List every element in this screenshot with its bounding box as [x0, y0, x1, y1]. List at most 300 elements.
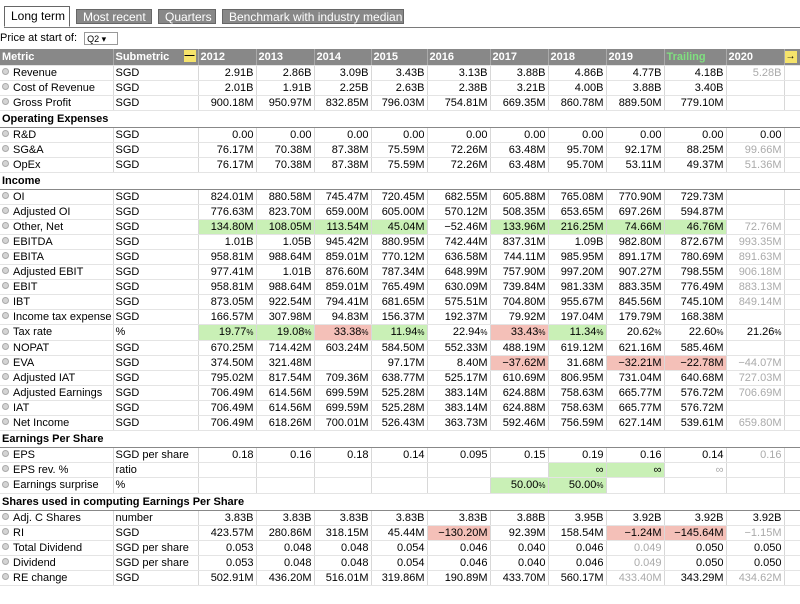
metric-cell[interactable]	[0, 555, 113, 570]
value-cell	[371, 95, 427, 110]
value-cell	[427, 570, 490, 585]
value-cell	[427, 219, 490, 234]
expand-row-icon[interactable]	[2, 388, 9, 395]
metric-cell[interactable]	[0, 370, 113, 385]
value-cell	[371, 477, 427, 493]
value-cell	[664, 447, 726, 462]
table-row[interactable]	[0, 65, 800, 80]
expand-row-icon[interactable]	[2, 543, 9, 550]
value-text: 699.59M	[325, 401, 369, 414]
value-text: 706.49M	[210, 416, 254, 429]
value-cell	[490, 385, 548, 400]
value-text: 0.18	[232, 448, 254, 461]
value-text: 0.050	[753, 556, 782, 569]
value-cell	[198, 447, 256, 462]
header-year[interactable]: 2016	[427, 49, 490, 65]
expand-row-icon[interactable]	[2, 267, 9, 274]
value-text: 849.14M	[738, 295, 782, 308]
collapse-columns-button[interactable]: —	[184, 49, 195, 61]
expand-row-icon[interactable]	[2, 358, 9, 365]
value-cell	[490, 234, 548, 249]
submetric-cell: SGD per share	[113, 447, 198, 462]
value-cell	[490, 264, 548, 279]
value-text: 584.50M	[381, 341, 425, 354]
table-row[interactable]	[0, 279, 800, 294]
value-cell	[198, 189, 256, 204]
expand-row-icon[interactable]	[2, 282, 9, 289]
metric-cell[interactable]	[0, 525, 113, 540]
value-cell	[427, 189, 490, 204]
value-cell	[664, 340, 726, 355]
value-text: 280.86M	[268, 526, 312, 539]
value-cell	[198, 370, 256, 385]
value-text: 592.46M	[502, 416, 546, 429]
value-text: 0.046	[575, 556, 604, 569]
value-cell	[371, 65, 427, 80]
header-metric[interactable]: Metric	[0, 49, 113, 65]
value-text: 0.00	[232, 128, 254, 141]
header-year[interactable]: 2017	[490, 49, 548, 65]
expand-row-icon[interactable]	[2, 373, 9, 380]
value-cell	[314, 65, 371, 80]
metric-cell[interactable]	[0, 127, 113, 142]
metric-cell[interactable]	[0, 264, 113, 279]
value-cell	[256, 294, 314, 309]
value-cell	[427, 157, 490, 172]
value-cell	[726, 477, 784, 493]
expand-row-icon[interactable]	[2, 528, 9, 535]
expand-row-icon[interactable]	[2, 312, 9, 319]
value-cell	[606, 219, 664, 234]
table-row[interactable]	[0, 447, 800, 462]
value-cell	[371, 525, 427, 540]
value-text: 950.97M	[268, 96, 312, 109]
value-text: 0.050	[695, 541, 724, 554]
tab-long-term[interactable]: Long term	[4, 6, 70, 27]
table-row[interactable]	[0, 415, 800, 430]
value-text: 594.87M	[680, 205, 724, 218]
spacer-cell	[784, 370, 800, 385]
value-cell	[198, 570, 256, 585]
value-cell	[314, 294, 371, 309]
metric-label: NOPAT	[13, 341, 50, 354]
percent-sign: %	[774, 327, 782, 337]
submetric-cell: number	[113, 510, 198, 525]
value-text: 2.91B	[224, 66, 254, 79]
value-cell	[664, 264, 726, 279]
value-text: 860.78M	[560, 96, 604, 109]
value-text: 0.00	[466, 128, 488, 141]
value-text: 321.48M	[268, 356, 312, 369]
table-row[interactable]	[0, 385, 800, 400]
header-year[interactable]: 2012	[198, 49, 256, 65]
value-cell	[548, 324, 606, 340]
value-cell	[427, 324, 490, 340]
expand-row-icon[interactable]	[2, 328, 9, 335]
expand-row-icon[interactable]	[2, 465, 9, 472]
metric-cell[interactable]	[0, 385, 113, 400]
table-row[interactable]	[0, 249, 800, 264]
value-text: 993.35M	[738, 235, 782, 248]
header-submetric[interactable]	[113, 49, 198, 65]
metric-label: EPS	[13, 448, 36, 461]
value-cell	[427, 525, 490, 540]
table-row[interactable]	[0, 142, 800, 157]
value-cell	[490, 189, 548, 204]
metric-cell[interactable]	[0, 415, 113, 430]
metric-cell[interactable]	[0, 234, 113, 249]
value-text: 756.59M	[560, 416, 604, 429]
table-header	[0, 49, 800, 65]
header-year[interactable]: 2020	[726, 49, 784, 65]
value-cell	[314, 157, 371, 172]
value-cell	[371, 309, 427, 324]
value-cell	[427, 510, 490, 525]
metric-label: IAT	[13, 401, 30, 414]
value-text: −22.78M	[680, 356, 724, 369]
value-text: 2.25B	[339, 81, 369, 94]
value-cell	[726, 447, 784, 462]
value-text: 824.01M	[210, 190, 254, 203]
value-text: 88.25M	[686, 143, 724, 156]
value-cell	[198, 80, 256, 95]
spacer-cell	[784, 385, 800, 400]
value-cell	[490, 127, 548, 142]
header-year[interactable]: 2013	[256, 49, 314, 65]
table-row[interactable]	[0, 324, 800, 340]
value-cell	[371, 510, 427, 525]
table-row[interactable]	[0, 219, 800, 234]
value-text: 1.01B	[282, 265, 312, 278]
value-text: 197.04M	[560, 310, 604, 323]
table-row[interactable]	[0, 400, 800, 415]
table-row[interactable]	[0, 525, 800, 540]
value-text: 70.38M	[274, 143, 312, 156]
value-text: 33.43	[510, 325, 539, 338]
value-text: 922.54M	[268, 295, 312, 308]
value-cell	[490, 157, 548, 172]
metric-cell[interactable]	[0, 219, 113, 234]
table-row[interactable]	[0, 80, 800, 95]
value-cell	[371, 279, 427, 294]
table-row[interactable]	[0, 95, 800, 110]
spacer-cell	[784, 462, 800, 477]
table-row[interactable]	[0, 127, 800, 142]
metrics-table	[0, 49, 800, 586]
percent-sign: %	[716, 327, 724, 337]
value-text: 1.09B	[574, 235, 604, 248]
expand-row-icon[interactable]	[2, 130, 9, 137]
value-cell	[314, 540, 371, 555]
table-row[interactable]	[0, 294, 800, 309]
value-cell	[726, 355, 784, 370]
value-cell	[726, 525, 784, 540]
value-text: 630.09M	[444, 280, 488, 293]
value-cell	[314, 447, 371, 462]
metric-label: OpEx	[13, 158, 41, 171]
header-year[interactable]: 2018	[548, 49, 606, 65]
value-cell	[606, 570, 664, 585]
metric-cell[interactable]	[0, 157, 113, 172]
expand-row-icon[interactable]	[2, 160, 9, 167]
metric-cell[interactable]	[0, 340, 113, 355]
value-text: 53.11M	[625, 158, 662, 171]
value-text: 433.70M	[502, 571, 546, 584]
spacer-cell	[784, 264, 800, 279]
value-cell	[606, 477, 664, 493]
table-row[interactable]	[0, 340, 800, 355]
value-text: 0.00	[702, 128, 724, 141]
value-text: 823.70M	[268, 205, 312, 218]
percent-sign: %	[361, 327, 369, 337]
value-text: 0.049	[633, 541, 662, 554]
value-cell	[256, 279, 314, 294]
value-text: 75.59M	[387, 143, 425, 156]
submetric-cell: %	[113, 324, 198, 340]
value-text: 605.88M	[502, 190, 546, 203]
metric-label: Net Income	[13, 416, 70, 429]
value-cell	[427, 264, 490, 279]
section-title: Operating Expenses	[0, 110, 800, 127]
percent-sign: %	[654, 327, 662, 337]
value-cell	[606, 65, 664, 80]
value-cell	[371, 540, 427, 555]
value-cell	[371, 189, 427, 204]
metric-cell[interactable]	[0, 279, 113, 294]
expand-row-icon[interactable]	[2, 207, 9, 214]
value-cell	[726, 95, 784, 110]
metric-cell[interactable]	[0, 477, 113, 493]
value-cell	[548, 249, 606, 264]
table-row[interactable]	[0, 555, 800, 570]
expand-row-icon[interactable]	[2, 297, 9, 304]
tab-quarters[interactable]: Quarters	[158, 9, 216, 24]
tab-bar	[4, 5, 800, 28]
value-cell	[314, 264, 371, 279]
value-cell	[198, 294, 256, 309]
expand-row-icon[interactable]	[2, 237, 9, 244]
value-text: 0.19	[582, 448, 604, 461]
value-cell	[548, 570, 606, 585]
value-text: 618.26M	[268, 416, 312, 429]
expand-row-icon[interactable]	[2, 83, 9, 90]
header-year[interactable]: 2014	[314, 49, 371, 65]
value-text: 1.05B	[282, 235, 312, 248]
value-cell	[548, 142, 606, 157]
metric-label: Tax rate	[13, 326, 53, 338]
submetric-cell: SGD	[113, 309, 198, 324]
value-cell	[664, 80, 726, 95]
table-row[interactable]	[0, 510, 800, 525]
expand-row-icon[interactable]	[2, 343, 9, 350]
value-cell	[490, 65, 548, 80]
value-text: 669.35M	[502, 96, 546, 109]
expand-row-icon[interactable]	[2, 418, 9, 425]
value-text: 318.15M	[325, 526, 369, 539]
value-cell	[198, 249, 256, 264]
header-year[interactable]: 2019	[606, 49, 664, 65]
value-text: −32.21M	[618, 356, 662, 369]
value-cell	[198, 127, 256, 142]
value-cell	[548, 279, 606, 294]
value-cell	[606, 249, 664, 264]
metric-cell[interactable]	[0, 510, 113, 525]
table-row[interactable]	[0, 462, 800, 477]
header-expand[interactable]	[784, 49, 800, 65]
value-cell	[664, 127, 726, 142]
expand-row-icon[interactable]	[2, 481, 9, 488]
table-row[interactable]	[0, 540, 800, 555]
value-cell	[198, 355, 256, 370]
value-text: 383.14M	[444, 401, 488, 414]
metric-cell[interactable]	[0, 462, 113, 477]
expand-row-icon[interactable]	[2, 403, 9, 410]
expand-row-icon[interactable]	[2, 192, 9, 199]
value-text: −1.15M	[744, 526, 782, 539]
value-text: 787.34M	[381, 265, 425, 278]
expand-row-icon[interactable]	[2, 222, 9, 229]
value-cell	[314, 142, 371, 157]
expand-row-icon[interactable]	[2, 573, 9, 580]
value-text: 638.77M	[381, 371, 425, 384]
value-cell	[664, 249, 726, 264]
value-cell	[726, 189, 784, 204]
spacer-cell	[784, 80, 800, 95]
submetric-cell: SGD	[113, 385, 198, 400]
spacer-cell	[784, 324, 800, 340]
expand-columns-button[interactable]: →	[785, 50, 796, 62]
value-cell	[548, 400, 606, 415]
value-cell	[314, 324, 371, 340]
value-text: 19.08	[276, 325, 305, 338]
expand-row-icon[interactable]	[2, 68, 9, 75]
value-text: 0.046	[459, 556, 488, 569]
expand-row-icon[interactable]	[2, 513, 9, 520]
expand-row-icon[interactable]	[2, 252, 9, 259]
metric-cell[interactable]	[0, 189, 113, 204]
table-row[interactable]	[0, 234, 800, 249]
value-text: 87.38M	[331, 143, 369, 156]
value-text: 0.00	[760, 128, 782, 141]
value-cell	[606, 157, 664, 172]
metric-cell[interactable]	[0, 249, 113, 264]
value-cell	[726, 65, 784, 80]
submetric-cell: SGD per share	[113, 555, 198, 570]
value-cell	[314, 462, 371, 477]
value-cell	[726, 204, 784, 219]
value-cell	[427, 400, 490, 415]
table-row[interactable]	[0, 370, 800, 385]
value-cell	[548, 80, 606, 95]
value-text: 0.18	[347, 448, 369, 461]
header-trailing[interactable]: Trailing	[664, 49, 726, 65]
submetric-cell: SGD	[113, 279, 198, 294]
metric-cell[interactable]	[0, 80, 113, 95]
value-cell	[726, 279, 784, 294]
table-row[interactable]	[0, 570, 800, 585]
metric-cell[interactable]	[0, 355, 113, 370]
metric-cell[interactable]	[0, 570, 113, 585]
metric-label: RI	[13, 526, 24, 539]
quarter-select[interactable]: Q2 ▾	[84, 32, 118, 45]
table-row[interactable]	[0, 477, 800, 493]
value-text: 883.35M	[618, 280, 662, 293]
value-text: 3.40B	[694, 81, 724, 94]
metric-cell[interactable]	[0, 400, 113, 415]
value-text: 832.85M	[325, 96, 369, 109]
table-row[interactable]	[0, 264, 800, 279]
tab-most-recent[interactable]: Most recent	[76, 9, 152, 24]
expand-row-icon[interactable]	[2, 145, 9, 152]
submetric-cell: ratio	[113, 462, 198, 477]
metric-label: Other, Net	[13, 220, 64, 233]
table-row[interactable]	[0, 157, 800, 172]
expand-row-icon[interactable]	[2, 558, 9, 565]
value-text: 576.72M	[680, 401, 724, 414]
value-text: 873.05M	[210, 295, 254, 308]
value-text: 72.26M	[450, 143, 488, 156]
value-cell	[198, 340, 256, 355]
value-cell	[427, 462, 490, 477]
metric-cell[interactable]	[0, 447, 113, 462]
value-cell	[427, 294, 490, 309]
value-cell	[427, 385, 490, 400]
metric-cell[interactable]	[0, 65, 113, 80]
table-row[interactable]	[0, 355, 800, 370]
metric-cell[interactable]	[0, 540, 113, 555]
value-cell	[256, 540, 314, 555]
header-year[interactable]: 2015	[371, 49, 427, 65]
value-text: 21.26	[746, 325, 775, 338]
value-cell	[256, 555, 314, 570]
value-text: 619.12M	[560, 341, 604, 354]
section-header	[0, 430, 800, 447]
expand-row-icon[interactable]	[2, 450, 9, 457]
value-text: 806.95M	[560, 371, 604, 384]
metric-cell[interactable]	[0, 324, 113, 340]
value-cell	[427, 355, 490, 370]
metric-cell[interactable]	[0, 142, 113, 157]
value-text: 0.00	[582, 128, 604, 141]
value-text: 727.03M	[738, 371, 782, 384]
tab-benchmark[interactable]: Benchmark with industry median	[222, 9, 404, 24]
value-text: 720.45M	[381, 190, 425, 203]
table-row[interactable]	[0, 189, 800, 204]
value-cell	[490, 80, 548, 95]
value-cell	[256, 219, 314, 234]
metric-cell[interactable]	[0, 294, 113, 309]
table-row[interactable]	[0, 309, 800, 324]
value-text: 900.18M	[210, 96, 254, 109]
value-cell	[606, 294, 664, 309]
metric-cell[interactable]	[0, 309, 113, 324]
metric-label: Adjusted EBIT	[13, 265, 84, 278]
expand-row-icon[interactable]	[2, 98, 9, 105]
metric-cell[interactable]	[0, 95, 113, 110]
value-cell	[427, 477, 490, 493]
value-text: 20.62	[626, 325, 655, 338]
value-cell	[606, 400, 664, 415]
table-row[interactable]	[0, 204, 800, 219]
value-text: 770.90M	[618, 190, 662, 203]
value-text: 0.16	[640, 448, 662, 461]
value-cell	[314, 415, 371, 430]
metric-cell[interactable]	[0, 204, 113, 219]
metric-label: EBIT	[13, 280, 38, 293]
value-cell	[198, 219, 256, 234]
section-header	[0, 493, 800, 510]
value-text: 907.27M	[618, 265, 662, 278]
